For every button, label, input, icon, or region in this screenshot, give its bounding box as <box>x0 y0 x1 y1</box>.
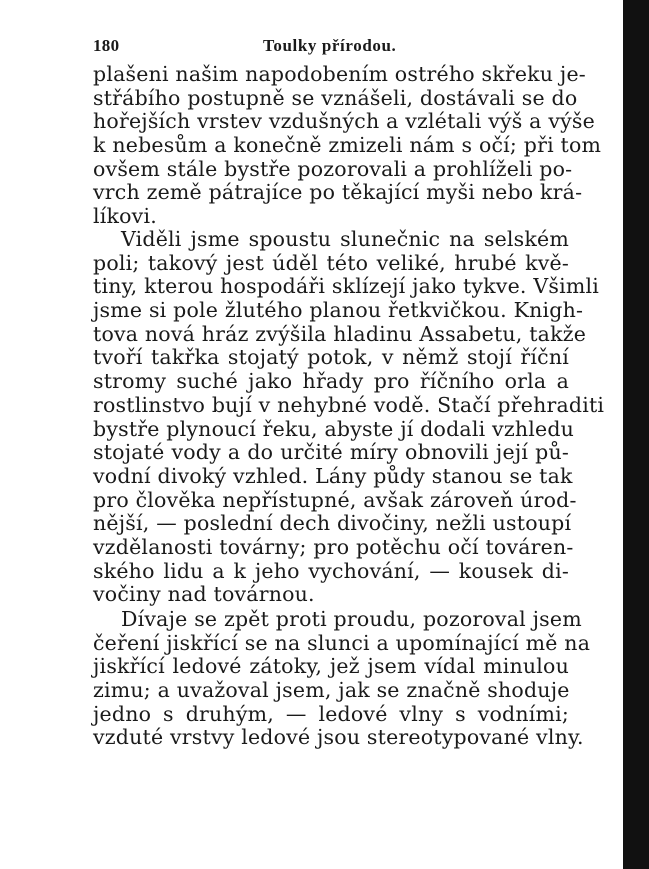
text-line: Viděli jsme spoustu slunečnic na selském <box>121 227 569 251</box>
text-line: zimu; a uvažoval jsem, jak se značně shoduje <box>93 678 570 703</box>
paragraph-3 <box>93 607 591 750</box>
text-line: poli; takový jest úděl této veliké, hrubé kvě- <box>93 250 569 275</box>
text-line: jsme si pole žlutého planou řetkvičkou. Knigh- <box>93 298 584 323</box>
text-line: stojaté vody a do určité míry obnovili její pů- <box>93 440 569 465</box>
page-header <box>93 36 569 60</box>
text-line: pro člověka nepřístupné, avšak zároveň úrod- <box>93 487 577 512</box>
text-line: čeření jiskřící se na slunci a upomínající mě na <box>93 630 591 655</box>
text-line: tova nová hráz zvýšila hladinu Assabetu, takže <box>93 321 587 346</box>
text-line: hořejších vrstev vzdušných a vzlétali výš a výše <box>93 109 595 134</box>
text-line: vodní divoký vzhled. Lány půdy stanou se tak <box>93 463 573 488</box>
text-line: ského lidu a k jeho vychování, — kousek di- <box>93 558 569 583</box>
text-line: líkovi. <box>93 204 157 229</box>
text-line: jiskřící ledové zátoky, jež jsem vídal minulou <box>93 654 569 679</box>
paragraph-2 <box>93 227 605 607</box>
text-line: Dívaje se zpět proti proudu, pozoroval jsem <box>121 607 582 631</box>
page-number: 180 <box>93 36 120 55</box>
text-line: vrch země pátrajíce po těkající myši nebo krá- <box>93 180 583 205</box>
text-line: bystře plynoucí řeku, abyste jí dodali vzhledu <box>93 416 575 441</box>
running-title: Toulky přírodou. <box>263 36 397 55</box>
text-line: stromy suché jako hřady pro říčního orla a <box>93 369 569 394</box>
text-line: k nebesům a konečně zmizeli nám s očí; při tom <box>93 133 602 158</box>
text-line: nější, — poslední dech divočiny, nežli ustoupí <box>93 511 572 536</box>
text-line: vzdělanosti továrny; pro potěchu očí továren- <box>93 534 574 559</box>
text-line: střábího postupně se vznášeli, dostávali se do <box>93 85 578 110</box>
text-line: vočiny nad továrnou. <box>93 582 315 607</box>
text-line: ovšem stále bystře pozorovali a prohlíželi po- <box>93 156 573 181</box>
book-spine-shadow <box>623 0 649 869</box>
text-line: jedno s druhým, — ledové vlny s vodními; <box>93 701 569 726</box>
paragraph-1 <box>93 62 602 229</box>
text-line: tiny, kterou hospodáři sklízejí jako tykve. Všimli <box>93 274 599 299</box>
text-line: rostlinstvo bují v nehybné vodě. Stačí přehraditi <box>93 392 605 417</box>
text-line: tvoří takřka stojatý potok, v němž stojí říční <box>93 345 569 370</box>
text-line: plašeni našim napodobením ostrého skřeku je- <box>93 62 586 86</box>
text-line: vzduté vrstvy ledové jsou stereotypované vlny. <box>93 725 584 750</box>
